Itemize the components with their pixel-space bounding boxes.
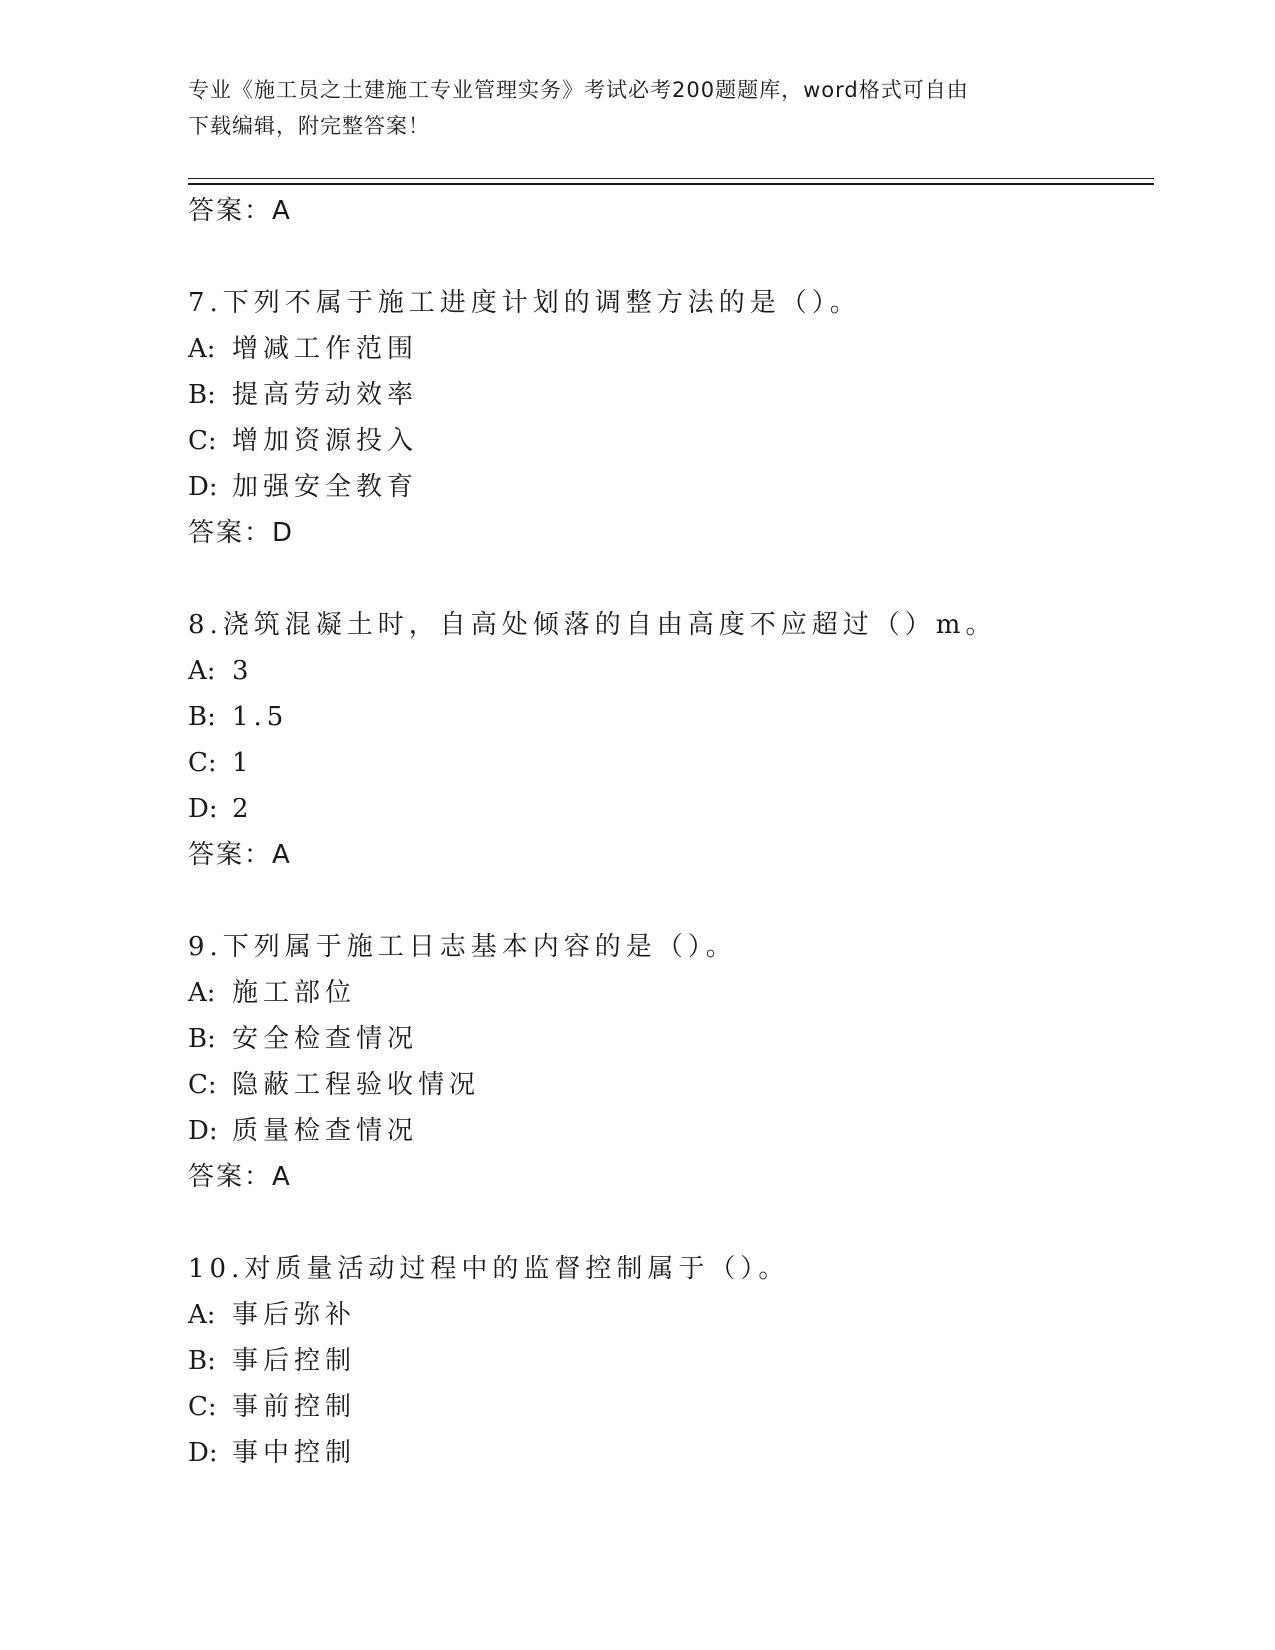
option-key: C:: [188, 1070, 217, 1100]
option-text: 1: [232, 748, 254, 778]
option-key: A:: [188, 334, 216, 364]
question-text: 10.对质量活动过程中的监督控制属于（）。: [188, 1254, 790, 1284]
answer-line: 答案：D: [188, 518, 295, 548]
option-key: B:: [188, 1346, 216, 1376]
option-key: A:: [188, 1300, 216, 1330]
option-text: 提高劳动效率: [232, 380, 419, 410]
option-key: A:: [188, 656, 216, 686]
option-text: 隐蔽工程验收情况: [232, 1070, 481, 1100]
option-key: A:: [188, 978, 216, 1008]
document-header: [188, 72, 1088, 144]
header-divider-thin: [188, 178, 1154, 179]
option-text: 3: [232, 656, 254, 686]
option-text: 事中控制: [232, 1438, 357, 1468]
option-d: [188, 1108, 1154, 1154]
option-d: [188, 464, 1154, 510]
option-key: D:: [188, 794, 218, 824]
question-item: [188, 924, 1154, 1200]
option-key: C:: [188, 1392, 217, 1422]
option-key: B:: [188, 380, 216, 410]
option-text: 质量检查情况: [232, 1116, 419, 1146]
option-text: 事前控制: [232, 1392, 357, 1422]
option-key: D:: [188, 472, 218, 502]
answer-line: 答案：A: [188, 196, 292, 226]
question-text: 8.浇筑混凝土时，自高处倾落的自由高度不应超过（）m。: [188, 610, 997, 640]
header-line-1: 专业《施工员之土建施工专业管理实务》考试必考200题题库，word格式可自由: [188, 78, 969, 102]
option-b: [188, 1338, 1154, 1384]
option-a: [188, 326, 1154, 372]
option-key: C:: [188, 748, 217, 778]
option-text: 事后控制: [232, 1346, 357, 1376]
option-a: [188, 648, 1154, 694]
option-b: [188, 694, 1154, 740]
option-key: B:: [188, 1024, 216, 1054]
option-b: [188, 1016, 1154, 1062]
option-b: [188, 372, 1154, 418]
question-text: 7.下列不属于施工进度计划的调整方法的是（）。: [188, 288, 861, 318]
question-text: 9.下列属于施工日志基本内容的是（）。: [188, 932, 737, 962]
option-c: [188, 418, 1154, 464]
header-divider-thick: [188, 183, 1154, 185]
option-text: 增加资源投入: [232, 426, 419, 456]
option-d: [188, 1430, 1154, 1476]
option-c: [188, 1062, 1154, 1108]
question-list: [188, 188, 1154, 1476]
option-text: 1.5: [232, 702, 289, 732]
option-a: [188, 1292, 1154, 1338]
option-text: 安全检查情况: [232, 1024, 419, 1054]
option-text: 增减工作范围: [232, 334, 419, 364]
answer-line: 答案：A: [188, 1162, 292, 1192]
option-c: [188, 740, 1154, 786]
option-key: C:: [188, 426, 217, 456]
question-item: [188, 1246, 1154, 1476]
option-text: 加强安全教育: [232, 472, 419, 502]
option-d: [188, 786, 1154, 832]
option-c: [188, 1384, 1154, 1430]
question-item: [188, 280, 1154, 556]
answer-line: 答案：A: [188, 840, 292, 870]
option-key: D:: [188, 1116, 218, 1146]
question-item: [188, 602, 1154, 878]
option-key: D:: [188, 1438, 218, 1468]
option-a: [188, 970, 1154, 1016]
option-text: 施工部位: [232, 978, 357, 1008]
header-line-2: 下载编辑，附完整答案！: [188, 114, 430, 138]
option-key: B:: [188, 702, 216, 732]
option-text: 2: [232, 794, 254, 824]
option-text: 事后弥补: [232, 1300, 357, 1330]
